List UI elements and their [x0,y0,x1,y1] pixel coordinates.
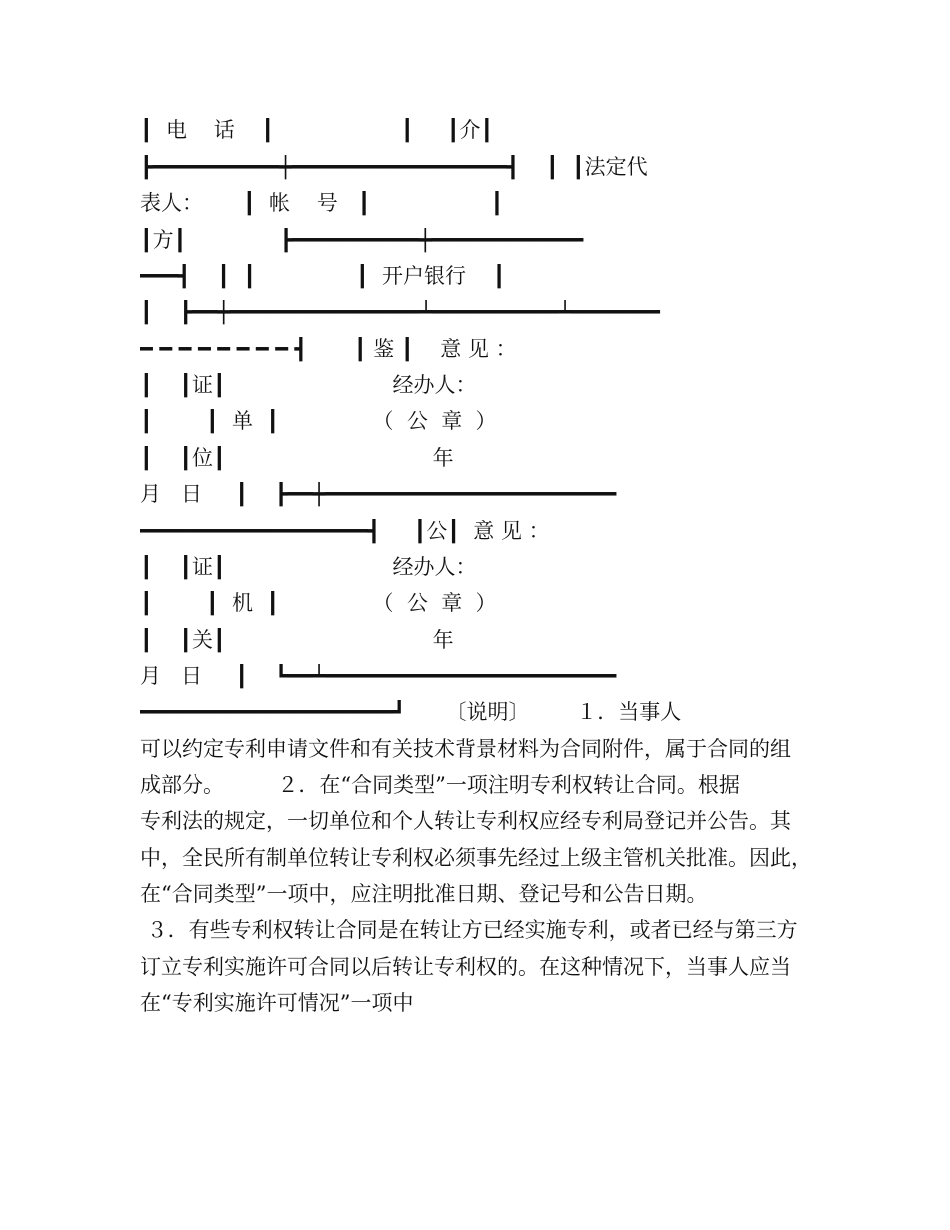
text-line: ┃ ┣━━┿━━━━━━━━━━━━━━━┷━━━━━━━━━━┷━━━━━━━ [140,300,660,324]
text-line: 在“合同类型”一项中，应注明批准日期、登记号和公告日期。 [140,882,708,906]
text-line: ┃ ┃证┃ 经办人： [140,373,477,397]
text-line: ━ ━ ━ ━ ━ ━ ━ ━ ┫ ┃ 鉴 ┃ 意 见 ： [140,337,517,361]
text-line: ┃ ┃ 单 ┃ （ 公 章 ） [140,409,497,433]
text-line: ━━━┫ ┃ ┃ ┃ 开户银行 ┃ [140,264,506,288]
text-line: 成部分。 ２．在“合同类型”一项注明专利权转让合同。根据 [140,773,740,797]
text-line: 表人： ┃ 帐 号 ┃ ┃ [140,191,504,215]
text-line: ┃方┃ ┣━━━━━━━━━━┿━━━━━━━━━━━━ [140,228,584,252]
text-line: ┣━━━━━━━━━━┿━━━━━━━━━━━━━━━━━┫ ┃ ┃法定代 [140,155,648,179]
text-line: ━━━━━━━━━━━━━━━━━━┫ ┃公┃ 意 见 ： [140,519,550,543]
text-line: ┃ ┃ 机 ┃ （ 公 章 ） [140,591,497,615]
text-line: ３．有些专利权转让合同是在转让方已经实施专利，或者已经与第三方 [140,918,798,942]
text-line: 月 日 ┃ ┣━━┿━━━━━━━━━━━━━━━━━━━━━━━ [140,482,617,506]
text-line: 在“专利实施许可情况”一项中 [140,991,414,1015]
text-line: 中，全民所有制单位转让专利权必须事先经过上级主管机关批准。因此， [140,846,812,870]
text-line: 可以约定专利申请文件和有关技术背景材料为合同附件，属于合同的组 [140,737,791,761]
text-line: ┃ ┃位┃ 年 [140,446,454,470]
text-line: 月 日 ┃ ┗━━┷━━━━━━━━━━━━━━━━━━━━━━━ [140,664,617,688]
text-line: ┃ 电 话 ┃ ┃ ┃介┃ [140,118,494,142]
text-line: 专利法的规定，一切单位和个人转让专利权应经专利局登记并公告。其 [140,809,791,833]
text-line: ┃ ┃证┃ 经办人： [140,555,477,579]
text-line: ━━━━━━━━━━━━━━━━━━━━┛ 〔说明〕 １．当事人 [140,700,682,724]
text-line: 订立专利实施许可合同以后转让专利权的。在这种情况下，当事人应当 [140,955,791,979]
text-line: ┃ ┃关┃ 年 [140,628,454,652]
